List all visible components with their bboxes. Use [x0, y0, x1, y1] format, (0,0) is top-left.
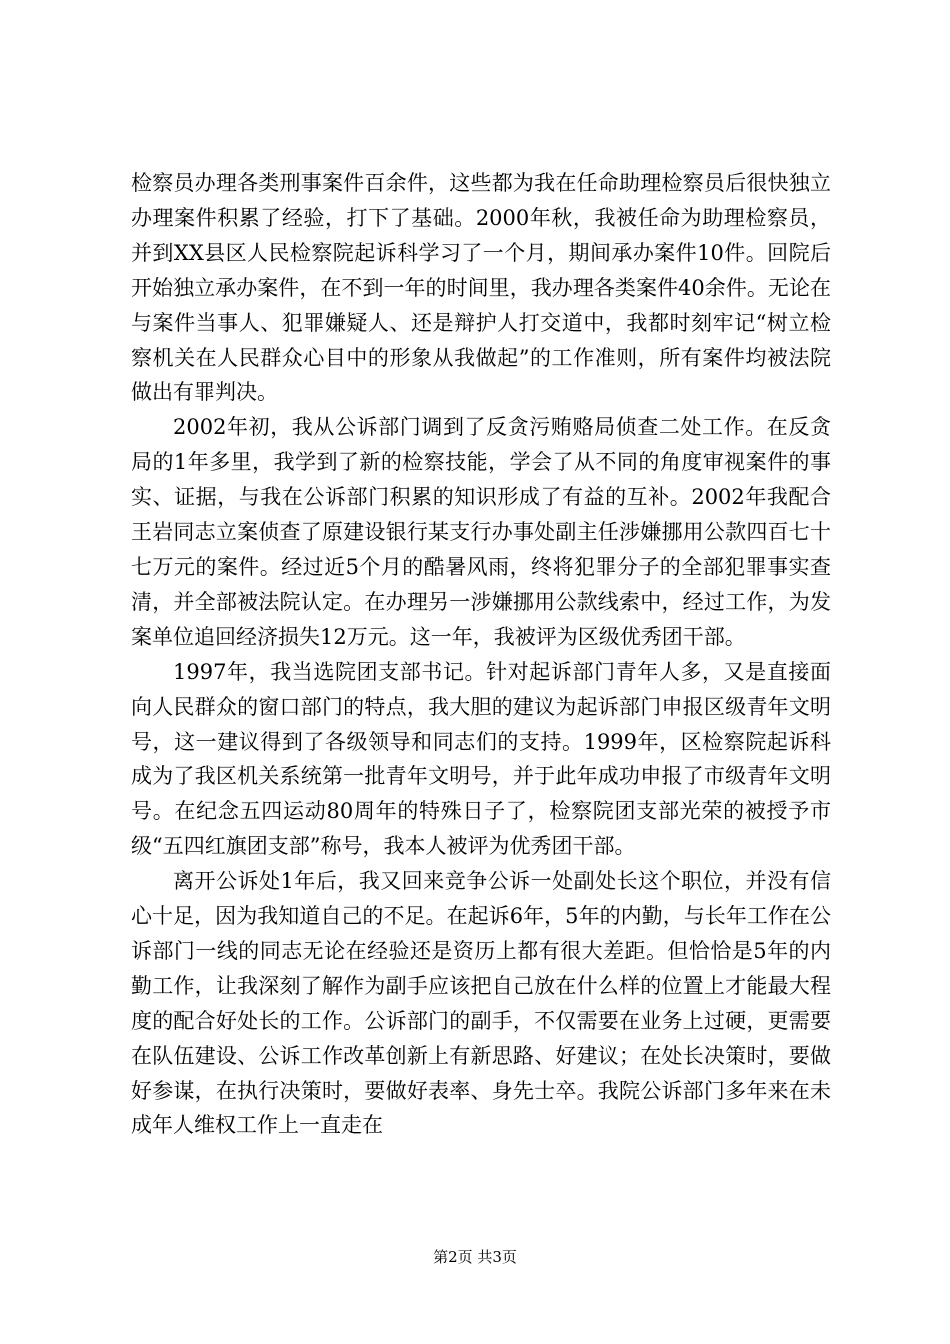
- paragraph-2: 2002年初，我从公诉部门调到了反贪污贿赂局侦查二处工作。在反贪局的1年多里，我学到了新的检察技能，学会了从不同的角度审视案件的事实、证据，与我在公诉部门积累的知识形成了有益的互补。2002年我配合王岩同志立案侦查了原建设银行某支行办事处副主任涉嫌挪用公款四百七十七万元的案件。经过近5个月的酷暑风雨，终将犯罪分子的全部犯罪事实查清，并全部被法院认定。在办理另一涉嫌挪用公款线索中，经过工作，为发案单位追回经济损失12万元。这一年，我被评为区级优秀团干部。: [131, 415, 831, 649]
- document-body: [131, 166, 831, 1143]
- page-footer: 第2页 共3页: [433, 1248, 517, 1266]
- paragraph-3: 1997年，我当选院团支部书记。针对起诉部门青年人多，又是直接面向人民群众的窗口部门的特点，我大胆的建议为起诉部门申报区级青年文明号，这一建议得到了各级领导和同志们的支持。1999年，区检察院起诉科成为了我区机关系统第一批青年文明号，并于此年成功申报了市级青年文明号。在纪念五四运动80周年的特殊日子了，检察院团支部光荣的被授予市级“五四红旗团支部”称号，我本人被评为优秀团干部。: [131, 659, 831, 859]
- paragraph-1: 检察员办理各类刑事案件百余件，这些都为我在任命助理检察员后很快独立办理案件积累了经验，打下了基础。2000年秋，我被任命为助理检察员，并到XX县区人民检察院起诉科学习了一个月，期间承办案件10件。回院后开始独立承办案件，在不到一年的时间里，我办理各类案件40余件。无论在与案件当事人、犯罪嫌疑人、还是辩护人打交道中，我都时刻牢记“树立检察机关在人民群众心目中的形象从我做起”的工作准则，所有案件均被法院做出有罪判决。: [131, 171, 831, 405]
- paragraph-4: 离开公诉处1年后，我又回来竞争公诉一处副处长这个职位，并没有信心十足，因为我知道自己的不足。在起诉6年，5年的内勤，与长年工作在公诉部门一线的同志无论在经验还是资历上都有很大差距。但恰恰是5年的内勤工作，让我深刻了解作为副手应该把自己放在什么样的位置上才能最大程度的配合好处长的工作。公诉部门的副手，不仅需要在业务上过硬，更需要在队伍建设、公诉工作改革创新上有新思路、好建议；在处长决策时，要做好参谋，在执行决策时，要做好表率、身先士卒。我院公诉部门多年来在未成年人维权工作上一直走在: [131, 869, 831, 1138]
